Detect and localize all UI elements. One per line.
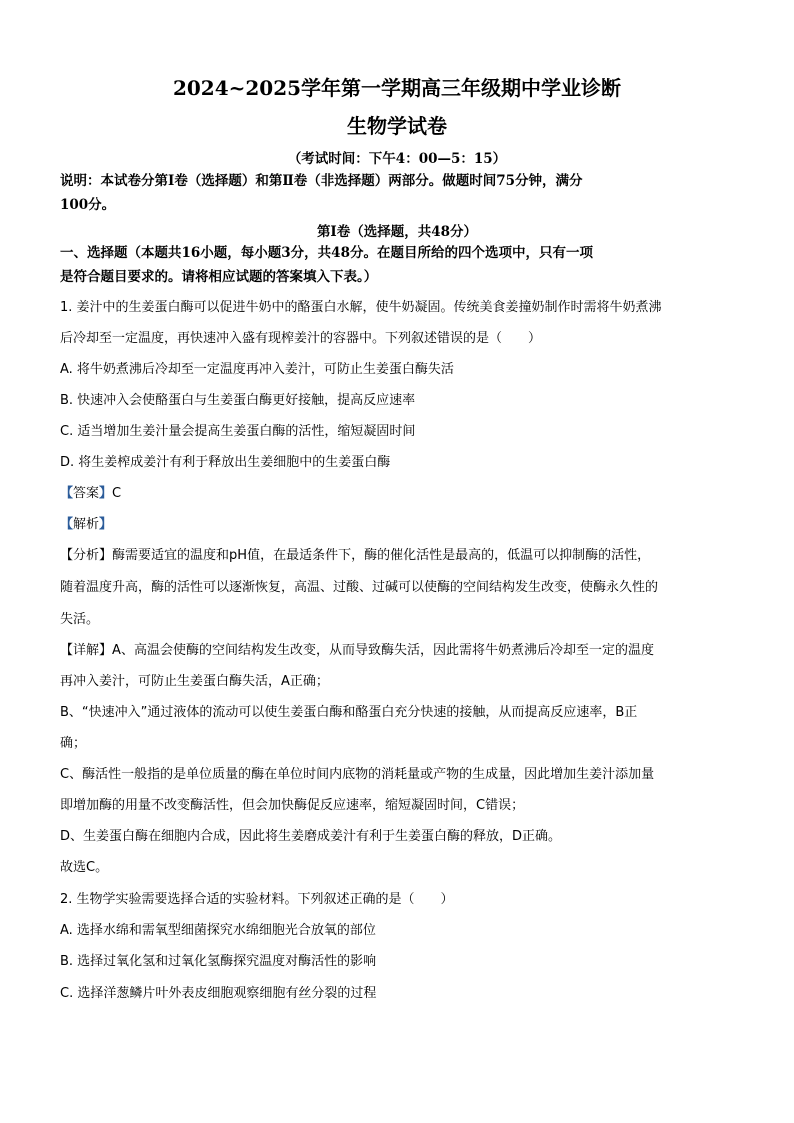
- q1-option-b: B. 快速冲入会使酪蛋白与生姜蛋白酶更好接触，提高反应速率: [60, 393, 416, 408]
- instruction-line-1: 一、选择题（本题共16小题，每小题3分，共48分。在题目所给的四个选项中，只有一项: [60, 245, 593, 261]
- q2-option-b: B. 选择过氧化氢和过氧化氢酶探究温度对酶活性的影响: [60, 954, 377, 969]
- q1-option-a: A. 将牛奶煮沸后冷却至一定温度再冲入姜汁，可防止生姜蛋白酶失活: [60, 362, 454, 377]
- xiangjie-text: A、高温会使酶的空间结构发生改变，从而导致酶失活，因此需将牛奶煮沸后冷却至一定的温度: [112, 643, 654, 658]
- q2-option-a: A. 选择水绵和需氧型细菌探究水绵细胞光合放氧的部位: [60, 923, 376, 938]
- q1-stem-line-2: 后冷却至一定温度，再快速冲入盛有现榨姜汁的容器中。下列叙述错误的是（ ）: [60, 331, 542, 346]
- answer-label: 答案: [73, 486, 100, 501]
- fenxi-line-1: 【分析】酶需要适宜的温度和pH值，在最适条件下，酶的催化活性是最高的，低温可以抑制酶的活性，: [60, 548, 651, 563]
- exam-subject: 生物学试卷: [347, 114, 447, 138]
- xiangjie-line-1: 【详解】A、高温会使酶的空间结构发生改变，从而导致酶失活，因此需将牛奶煮沸后冷却至一定的温度: [60, 643, 654, 658]
- fenxi-line-2: 随着温度升高，酶的活性可以逐渐恢复，高温、过酸、过碱可以使酶的空间结构发生改变，使酶永久性的: [60, 580, 659, 595]
- q1-stem-line-1: 1. 姜汁中的生姜蛋白酶可以促进牛奶中的酪蛋白水解，使牛奶凝固。传统美食姜撞奶制作时需将牛奶煮沸: [60, 300, 662, 315]
- q2-stem: 2. 生物学实验需要选择合适的实验材料。下列叙述正确的是（ ）: [60, 892, 454, 907]
- xiangjie-line-7: D、生姜蛋白酶在细胞内合成，因此将生姜磨成姜汁有利于生姜蛋白酶的释放，D正确。: [60, 829, 562, 844]
- section-heading: 第Ⅰ卷（选择题，共48分）: [316, 224, 478, 240]
- analysis-label: 解析: [73, 517, 100, 532]
- xiangjie-line-6: 即增加酶的用量不改变酶活性，但会加快酶促反应速率，缩短凝固时间，C错误；: [60, 798, 525, 813]
- xiangjie-line-8: 故选C。: [60, 860, 109, 875]
- fenxi-label: 分析: [73, 548, 100, 563]
- note-line-1: 说明：本试卷分第Ⅰ卷（选择题）和第Ⅱ卷（非选择题）两部分。做题时间75分钟，满分: [60, 173, 583, 189]
- q1-analysis-heading: 【解析】: [60, 517, 113, 532]
- fenxi-text: 酶需要适宜的温度和pH值，在最适条件下，酶的催化活性是最高的，低温可以抑制酶的活性，: [112, 548, 651, 563]
- xiangjie-line-5: C、酶活性一般指的是单位质量的酶在单位时间内底物的消耗量或产物的生成量，因此增加生姜汁添加量: [60, 767, 655, 782]
- exam-title: 2024~2025学年第一学期高三年级期中学业诊断: [172, 76, 622, 100]
- q1-option-d: D. 将生姜榨成姜汁有利于释放出生姜细胞中的生姜蛋白酶: [60, 455, 391, 470]
- fenxi-line-3: 失活。: [60, 612, 100, 627]
- q2-option-c: C. 选择洋葱鳞片叶外表皮细胞观察细胞有丝分裂的过程: [60, 986, 377, 1001]
- q1-answer: 【答案】C: [60, 486, 122, 501]
- xiangjie-line-4: 确；: [60, 736, 87, 751]
- xiangjie-line-2: 再冲入姜汁，可防止生姜蛋白酶失活，A正确；: [60, 674, 329, 689]
- xiangjie-label: 详解: [73, 643, 100, 658]
- instruction-line-2: 是符合题目要求的。请将相应试题的答案填入下表。）: [60, 269, 378, 285]
- xiangjie-line-3: B、“快速冲入”通过液体的流动可以使生姜蛋白酶和酪蛋白充分快速的接触，从而提高反应速率，B正: [60, 705, 638, 720]
- exam-time: （考试时间：下午4：00—5：15）: [287, 151, 507, 167]
- q1-option-c: C. 适当增加生姜汁量会提高生姜蛋白酶的活性，缩短凝固时间: [60, 424, 416, 439]
- answer-value: C: [112, 486, 122, 501]
- note-line-2: 100分。: [60, 197, 116, 213]
